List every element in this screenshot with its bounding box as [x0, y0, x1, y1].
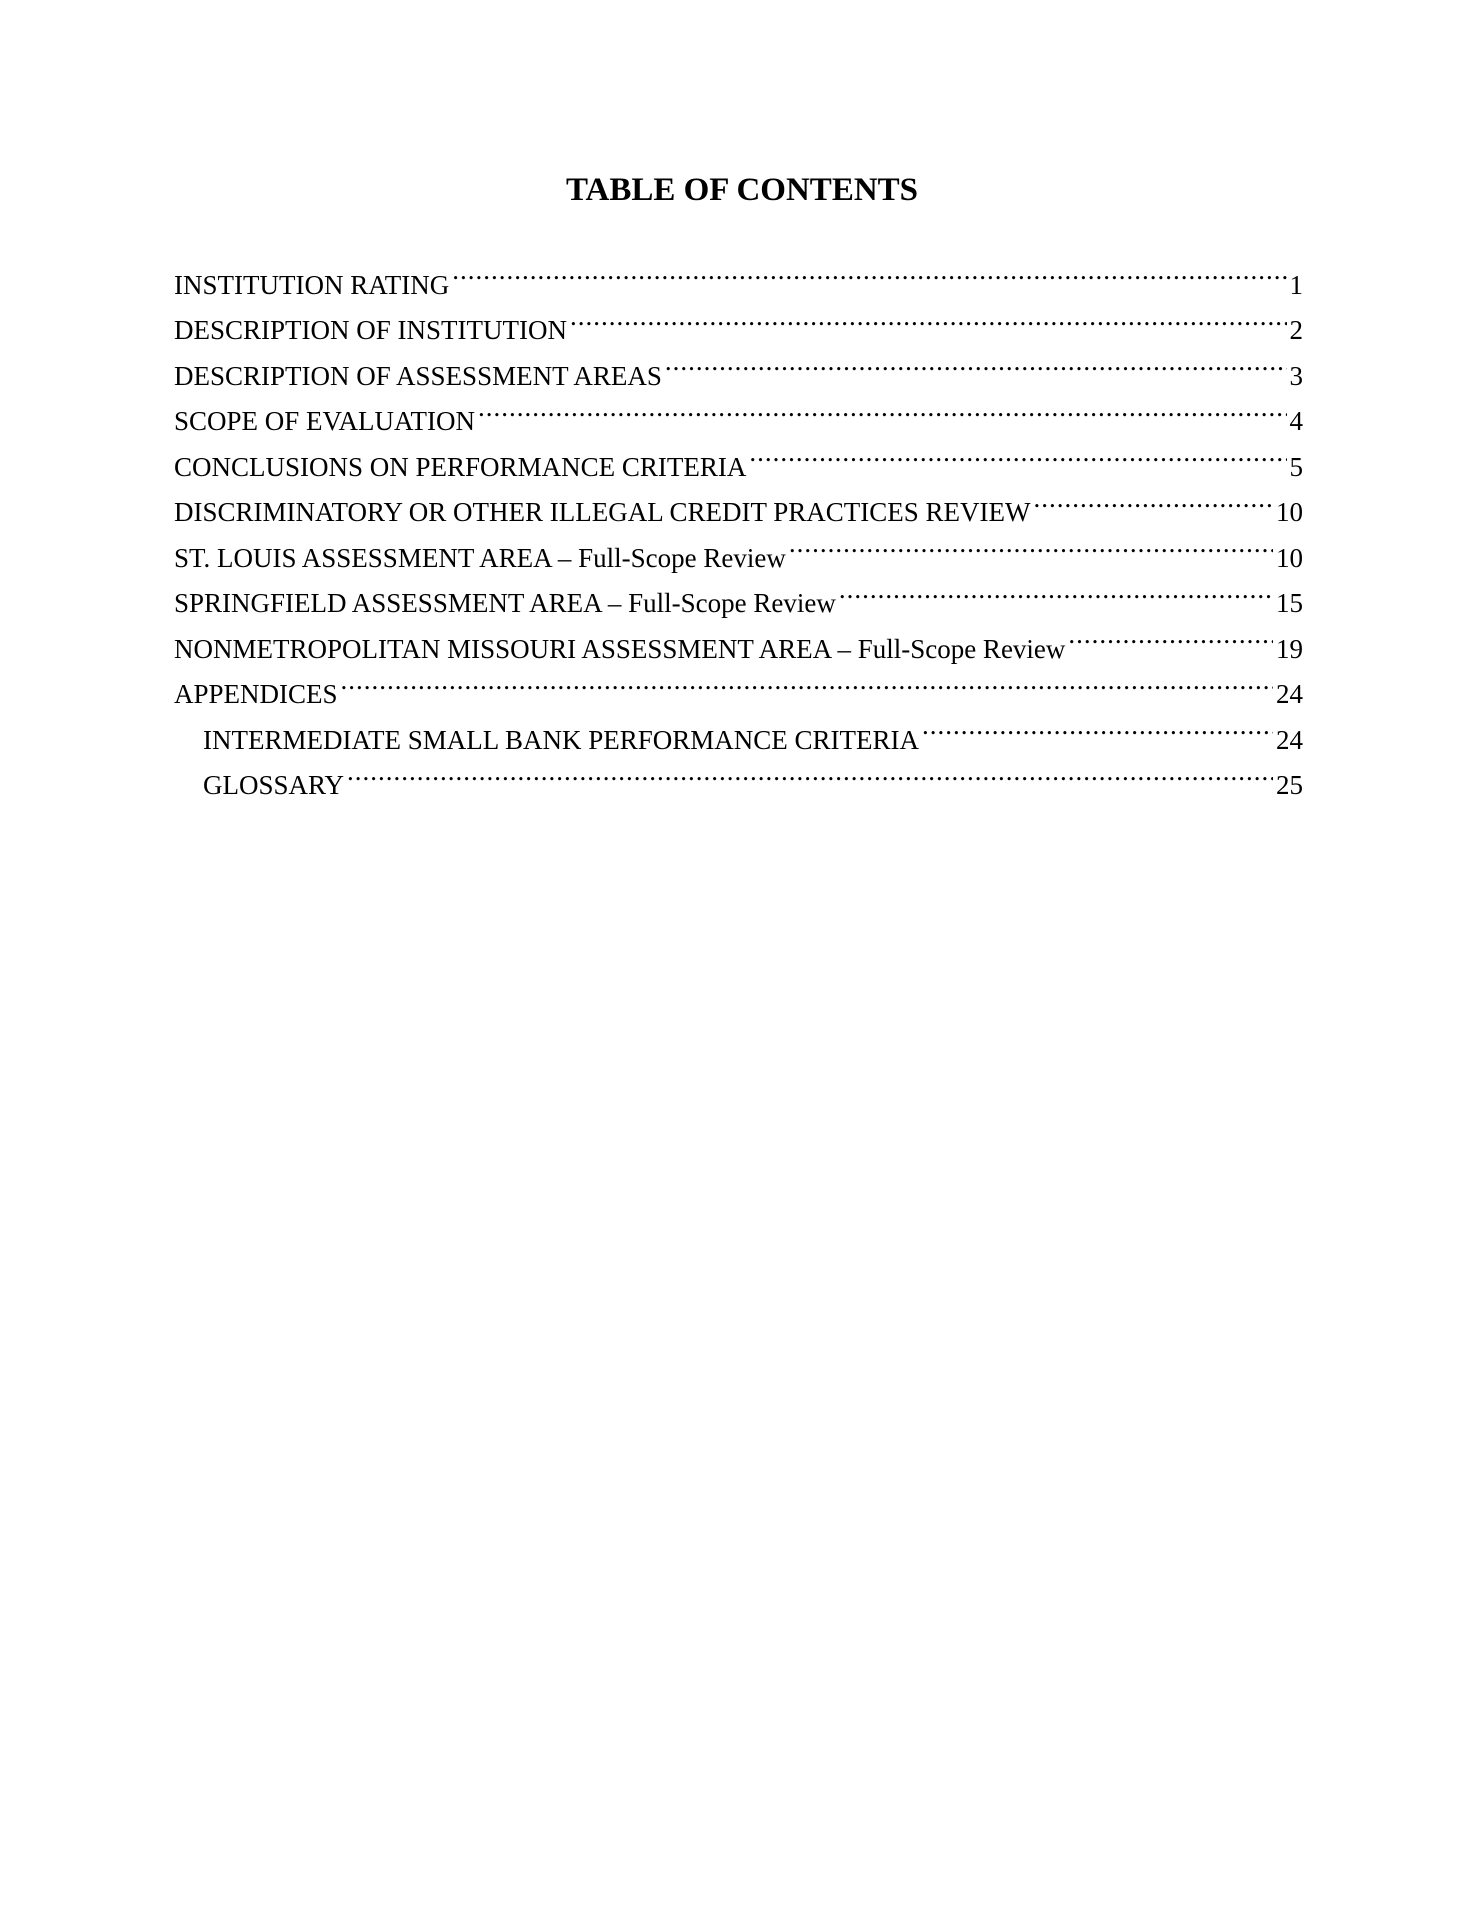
toc-entry-label: NONMETROPOLITAN MISSOURI ASSESSMENT AREA – Full-Scope Review — [174, 633, 1066, 664]
toc-leader-dots — [341, 658, 1273, 704]
toc-leader-dots — [1068, 612, 1273, 658]
toc-leader-dots — [839, 567, 1273, 613]
toc-leader-dots — [922, 703, 1273, 749]
toc-entry-page: 10 — [1276, 497, 1303, 527]
toc-leader-dots — [478, 385, 1286, 431]
toc-entry-page: 2 — [1289, 315, 1303, 345]
toc-leader-dots — [1034, 476, 1274, 522]
toc-entry-label: SCOPE OF EVALUATION — [174, 406, 476, 436]
toc-entry-appendices[interactable] — [174, 658, 1303, 709]
toc-entry-label: SPRINGFIELD ASSESSMENT AREA – Full-Scope Review — [174, 588, 836, 618]
toc-entry-page: 10 — [1276, 542, 1303, 573]
toc-entry-page: 1 — [1289, 269, 1303, 300]
toc-entry-page: 24 — [1276, 724, 1303, 755]
toc-list — [174, 248, 1303, 800]
toc-leader-dots — [789, 521, 1273, 567]
toc-entry-label: DESCRIPTION OF INSTITUTION — [174, 315, 567, 345]
toc-entry-institution-rating[interactable] — [174, 248, 1303, 300]
toc-entry-label: INTERMEDIATE SMALL BANK PERFORMANCE CRITERIA — [203, 724, 920, 755]
toc-entry-label: GLOSSARY — [203, 770, 345, 800]
toc-leader-dots — [749, 430, 1286, 476]
toc-entry-label: DESCRIPTION OF ASSESSMENT AREAS — [174, 360, 662, 391]
toc-entry-page: 24 — [1276, 679, 1303, 709]
toc-entry-label: CONCLUSIONS ON PERFORMANCE CRITERIA — [174, 451, 747, 482]
page-title: TABLE OF CONTENTS — [565, 172, 919, 208]
toc-entry-label: ST. LOUIS ASSESSMENT AREA – Full-Scope Review — [174, 542, 786, 573]
toc-entry-page: 15 — [1276, 588, 1303, 618]
toc-entry-page: 3 — [1289, 360, 1303, 391]
toc-leader-dots — [452, 248, 1286, 294]
toc-leader-dots — [570, 294, 1287, 340]
toc-entry-intermediate-small-bank-performance-criteria[interactable] — [174, 703, 1303, 755]
toc-entry-label: APPENDICES — [174, 679, 338, 709]
toc-entry-page: 4 — [1289, 406, 1303, 436]
toc-entry-label: DISCRIMINATORY OR OTHER ILLEGAL CREDIT PRACTICES REVIEW — [174, 497, 1031, 527]
toc-leader-dots — [347, 749, 1273, 795]
toc-leader-dots — [665, 339, 1287, 385]
toc-entry-label: INSTITUTION RATING — [174, 269, 450, 300]
toc-entry-page: 19 — [1276, 633, 1303, 664]
toc-entry-page: 5 — [1289, 451, 1303, 482]
toc-entry-page: 25 — [1276, 770, 1303, 800]
